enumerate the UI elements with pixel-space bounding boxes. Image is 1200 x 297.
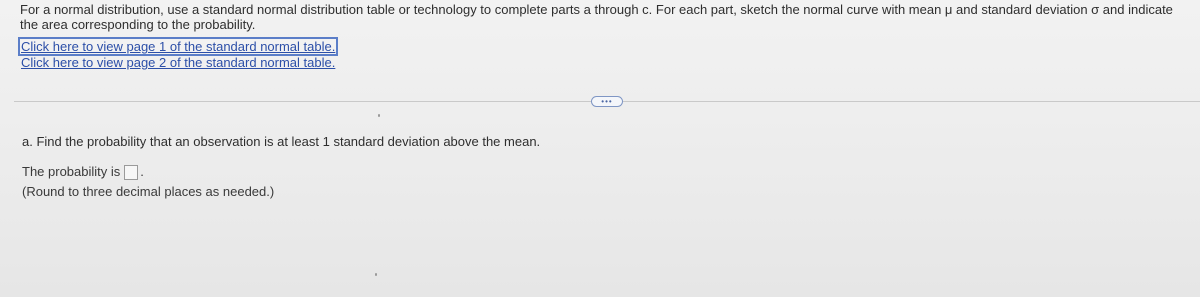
part-a-question: a. Find the probability that an observation is at least 1 standard deviation above the mean. xyxy=(22,134,541,149)
rounding-hint: (Round to three decimal places as needed.) xyxy=(22,184,275,199)
screen-speck xyxy=(375,273,377,276)
answer-prefix-label: The probability is xyxy=(22,164,121,179)
screen-speck xyxy=(378,114,380,117)
part-a-answer-row xyxy=(22,163,144,181)
standard-normal-table-page2-link[interactable]: Click here to view page 2 of the standard normal table. xyxy=(21,55,336,70)
more-options-button[interactable]: ••• xyxy=(591,96,623,107)
probability-answer-input[interactable] xyxy=(124,165,138,180)
instructions-text: For a normal distribution, use a standard normal distribution table or technology to complete parts a through c. For each part, sketch the normal curve with mean μ and standard deviation σ and indicate the area corresponding to the probability. xyxy=(20,2,1173,32)
standard-normal-table-page1-link[interactable]: Click here to view page 1 of the standard normal table. xyxy=(21,39,336,54)
answer-suffix-label: . xyxy=(140,164,144,179)
